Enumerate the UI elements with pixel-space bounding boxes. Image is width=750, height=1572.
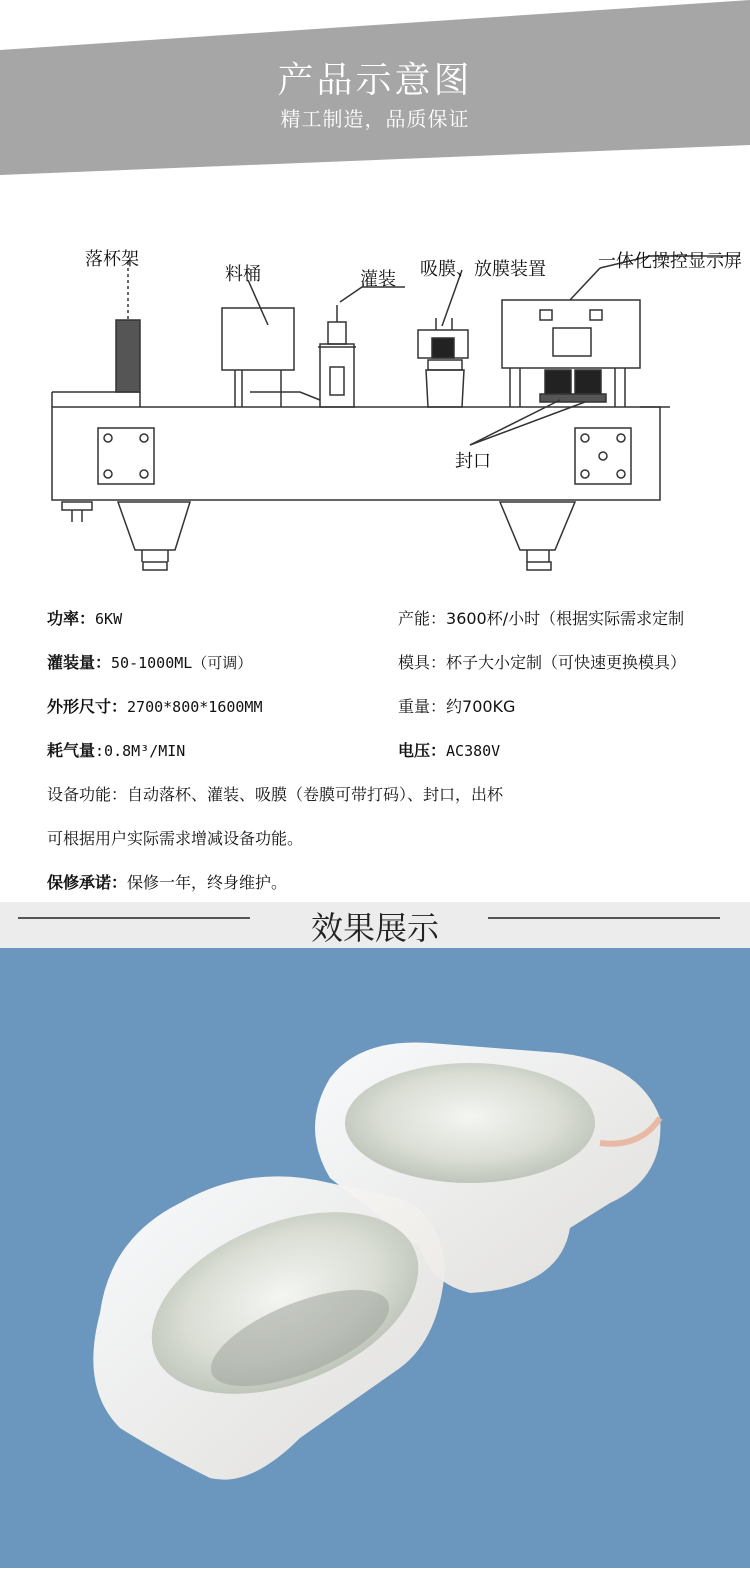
spec-mold: 模具：杯子大小定制（可快速更换模具）: [398, 653, 687, 672]
spec-function-line1: 设备功能：自动落杯、灌装、吸膜（卷膜可带打码）、封口，出杯: [47, 785, 504, 804]
label-sealing: 封口: [455, 451, 491, 472]
label-filling: 灌装: [360, 269, 396, 290]
page-title: 产品示意图: [277, 60, 473, 101]
machine-diagram: [0, 230, 750, 590]
spec-capacity: 产能：3600杯/小时（根据实际需求定制: [398, 609, 685, 628]
cup-front: [93, 1176, 445, 1479]
spec-voltage: 电压：AC380V: [398, 741, 501, 760]
spec-air: 耗气量:0.8M³/MIN: [47, 741, 186, 760]
page-subtitle: 精工制造，品质保证: [280, 107, 470, 131]
spec-warranty: 保修承诺：保修一年，终身维护。: [47, 873, 288, 892]
product-photo: [0, 948, 750, 1568]
spec-weight: 重量：约700KG: [398, 697, 516, 716]
label-control-panel: 一体化操控显示屏: [598, 251, 742, 272]
label-film-device: 吸膜、放膜装置: [420, 259, 546, 280]
spec-power: 功率：6KW: [47, 609, 123, 628]
spec-fill-volume: 灌装量：50-1000ML（可调）: [47, 653, 253, 672]
spec-function-line2: 可根据用户实际需求增减设备功能。: [47, 829, 304, 848]
label-bucket: 料桶: [225, 264, 261, 285]
label-cup-rack: 落杯架: [85, 249, 139, 270]
section-title: 效果展示: [310, 909, 439, 947]
spec-dimensions: 外形尺寸：2700*800*1600MM: [47, 697, 263, 716]
cups-illustration: [0, 948, 750, 1568]
